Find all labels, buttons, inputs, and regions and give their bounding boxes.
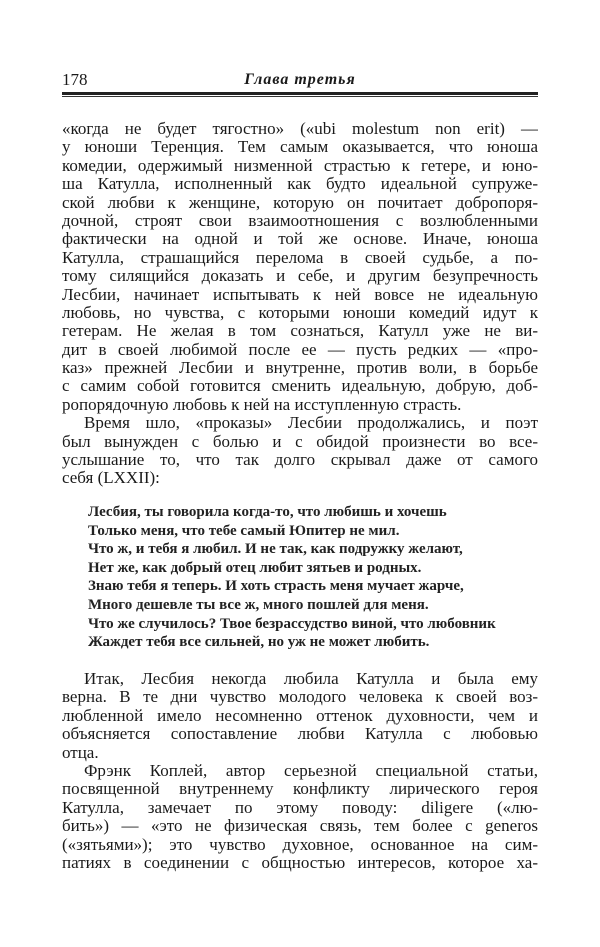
verse-line: Лесбия, ты говорила когда-то, что любишь и хочешь [88, 504, 447, 520]
verse-line: Что ж, и тебя я любил. И не так, как подружку желают, [88, 541, 463, 558]
text-line: любленной имело несомненно оттенок духовности, чем и [62, 706, 538, 725]
body-text-bottom [62, 670, 538, 872]
text-line: тому силящийся доказать и себе, и другим безупречность [62, 267, 538, 286]
body-text-top [62, 120, 538, 488]
text-line: Время шло, «проказы» Лесбии продолжались, и поэт [84, 414, 538, 433]
verse-line: Знаю тебя я теперь. И хоть страсть меня мучает жарче, [88, 578, 464, 595]
header-rule [62, 92, 538, 97]
text-line: Итак, Лесбия некогда любила Катулла и была ему [84, 670, 538, 688]
verse-line: Только меня, что тебе самый Юпитер не мил. [88, 522, 400, 539]
text-line: бить») — «это не физическая связь, тем более с generos [62, 817, 538, 836]
text-line: фактически на одной и той же основе. Иначе, юноша [62, 230, 538, 249]
paragraph [62, 414, 538, 488]
running-header-chapter-title: Глава третья [244, 71, 356, 88]
text-line: ской любви к женщине, которую он почитает добропоря- [62, 193, 538, 212]
text-line: патиях в соединении с общностью интересов, которое ха- [62, 853, 538, 872]
text-line: («зятьями»); это чувство духовное, основанное на сим- [62, 835, 538, 854]
verse-line: Жаждет тебя все сильней, но уж не может любить. [88, 634, 430, 651]
text-line: себя (LXXII): [62, 468, 160, 488]
text-line: услышание то, что так долго скрывал даже от самого [62, 451, 538, 470]
paragraph [62, 120, 538, 414]
verse-line: Нет же, как добрый отец любит зятьев и родных. [88, 559, 422, 576]
text-line: у юноши Теренция. Тем самым оказывается, что юноша [62, 138, 538, 157]
verse-line: Много дешевле ты все ж, много пошлей для меня. [88, 596, 429, 613]
text-line: дит в своей любимой после ее — пусть редких — «про- [62, 340, 538, 359]
text-line: каз» прежней Лесбии и внутренне, против воли, в борьбе [62, 359, 538, 378]
text-line: ша Катулла, исполненный как будто идеальной супруже- [62, 175, 538, 194]
text-line: объясняется сопоставление любви Катулла с любовью [62, 725, 538, 744]
text-line: верна. В те дни чувство молодого человека к своей воз- [62, 688, 538, 707]
text-line: был вынужден с болью и с обидой произнести во все- [62, 432, 538, 451]
text-line: гетерам. Не желая в том сознаться, Катулл уже не ви- [62, 322, 538, 341]
paragraph [62, 762, 538, 872]
text-line: Катулла, замечает по этому поводу: diligere («лю- [62, 798, 538, 817]
text-line: отца. [62, 742, 99, 762]
text-line: посвященной внутреннему конфликту лирического героя [62, 780, 538, 799]
text-line: Катулла, страшащийся перелома в своей судьбе, а по- [62, 248, 538, 267]
text-line: ропорядочную любовь к ней на исступленную страсть. [62, 394, 462, 414]
text-line: «когда не будет тягостно» («ubi molestum non erit) — [62, 120, 538, 138]
text-line: любовь, но чувства, с которыми юноши комедий идут к [62, 303, 538, 322]
verse-line: Что же случилось? Твое безрассудство виной, что любовник [88, 615, 496, 632]
text-line: Фрэнк Коплей, автор серьезной специальной статьи, [84, 761, 538, 780]
text-line: Лесбии, начинает испытывать к ней вовсе не идеальную [62, 285, 538, 304]
page-number: 178 [62, 70, 88, 89]
text-line: дочной, строят свои взаимоотношения с возлюбленными [62, 211, 538, 230]
text-line: с самим собой готовится сменить идеальную, добрую, доб- [62, 377, 538, 396]
poem-quote [88, 503, 538, 652]
paragraph [62, 670, 538, 762]
text-line: комедии, одержимый низменной страстью к гетере, и юно- [62, 156, 538, 175]
